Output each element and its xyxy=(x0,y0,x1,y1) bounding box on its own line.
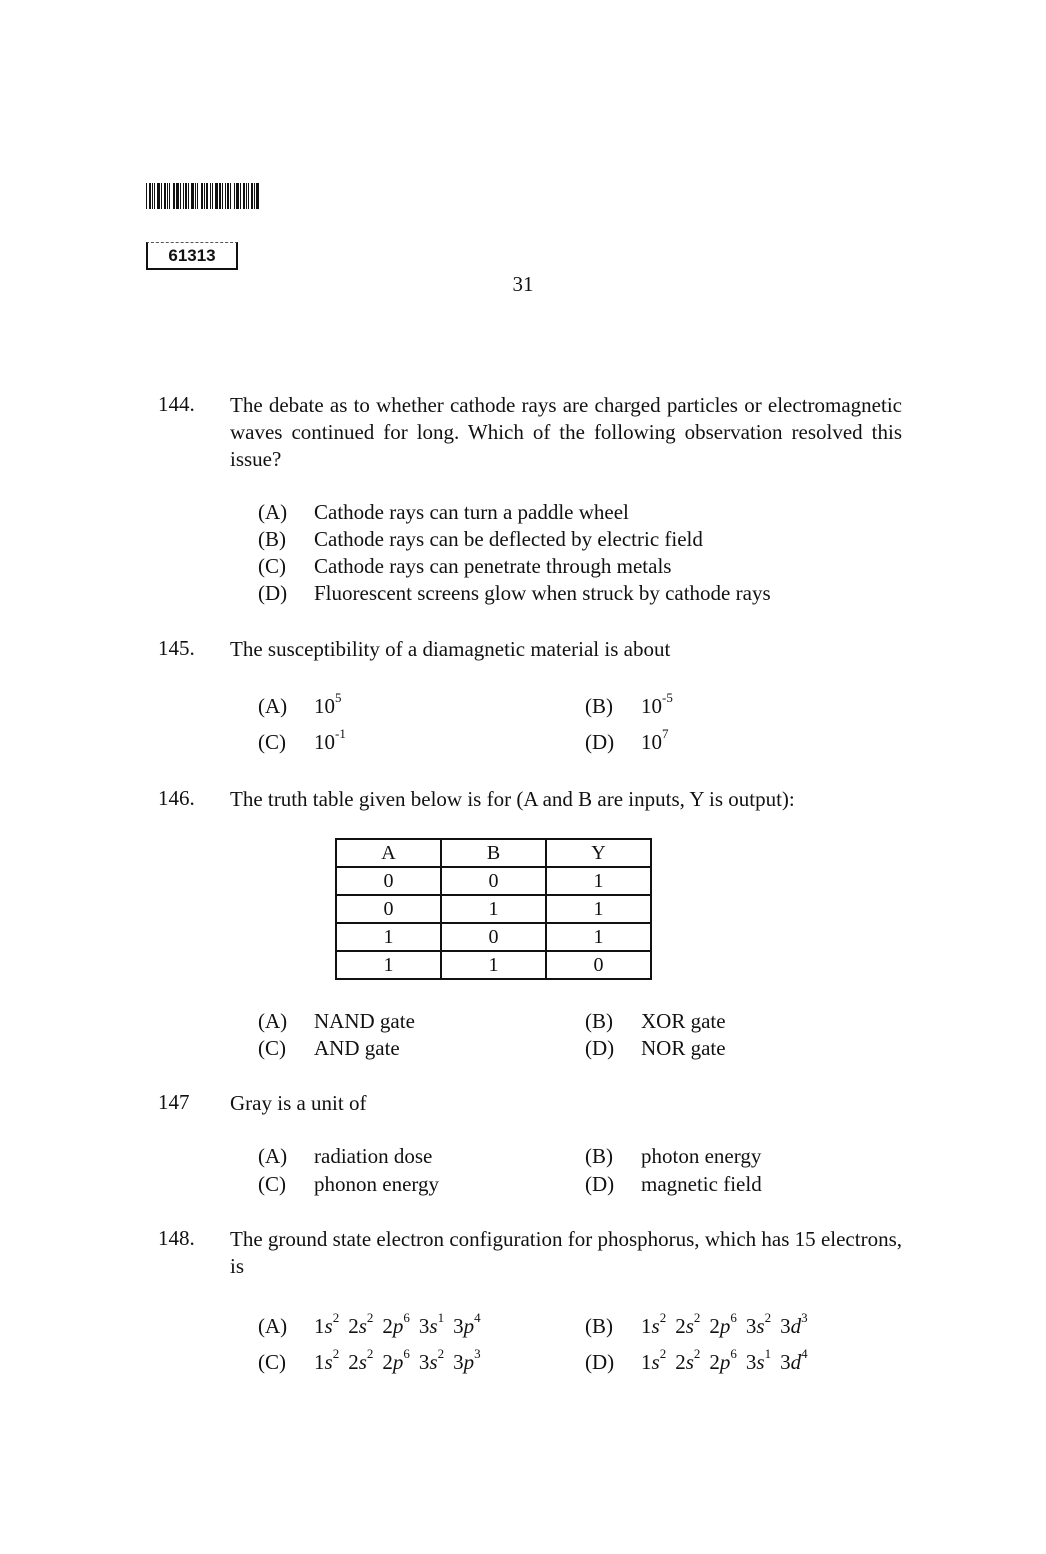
page-number: 31 xyxy=(512,272,534,296)
orbital-term: $3p^4$ xyxy=(453,1310,481,1338)
question-number: 146. xyxy=(158,786,195,810)
option-label: (C) xyxy=(258,1350,286,1374)
table-row xyxy=(336,895,651,923)
option-text: Cathode rays can turn a paddle wheel xyxy=(314,500,629,524)
option-base: 10 xyxy=(314,694,335,718)
option-label: (D) xyxy=(585,1036,615,1060)
orbital-term: $1s^2$ xyxy=(641,1310,667,1338)
paper-code-box: 61313 xyxy=(146,242,238,270)
question-stem: The ground state electron configuration for phosphorus, which has 15 electrons, is xyxy=(230,1227,902,1278)
option xyxy=(585,1144,761,1169)
truth-table xyxy=(335,838,652,980)
option-text: Cathode rays can be deflected by electric field xyxy=(314,527,703,551)
option-label: (C) xyxy=(258,1172,286,1196)
electron-configuration xyxy=(641,1346,808,1374)
question-stem: The susceptibility of a diamagnetic material is about xyxy=(230,637,671,661)
option-base: 10 xyxy=(641,694,662,718)
option-label: (B) xyxy=(585,1314,613,1338)
option-text: radiation dose xyxy=(314,1144,433,1168)
option-label: (A) xyxy=(258,1144,288,1168)
option-exponent: -5 xyxy=(662,690,673,705)
option xyxy=(258,554,671,579)
option xyxy=(258,690,342,719)
question-number: 148. xyxy=(158,1226,195,1250)
option-label: (D) xyxy=(585,1172,615,1196)
option-label: (A) xyxy=(258,500,288,524)
question-stem: The debate as to whether cathode rays are charged particles or electromagnetic waves continued for long. Which of the following observation resolved this issue? xyxy=(230,393,902,471)
table-cell: 0 xyxy=(336,867,441,895)
option-label: (D) xyxy=(258,581,288,605)
option xyxy=(585,1310,808,1339)
option-text: Cathode rays can penetrate through metals xyxy=(314,554,672,578)
table-row xyxy=(336,923,651,951)
orbital-term: $2p^6$ xyxy=(709,1346,737,1374)
option xyxy=(258,1036,400,1061)
option xyxy=(585,1346,808,1375)
table-cell: 1 xyxy=(336,951,441,979)
option-text: Fluorescent screens glow when struck by cathode rays xyxy=(314,581,771,605)
orbital-term: $3d^3$ xyxy=(780,1310,808,1338)
question-number: 147 xyxy=(158,1090,190,1114)
orbital-term: $2s^2$ xyxy=(675,1346,701,1374)
orbital-term: $3s^1$ xyxy=(418,1310,445,1338)
option-label: (A) xyxy=(258,1009,288,1033)
option-label: (D) xyxy=(585,1350,615,1374)
electron-configuration xyxy=(314,1346,481,1374)
option-text: NOR gate xyxy=(641,1036,726,1060)
table-row xyxy=(336,951,651,979)
option xyxy=(258,527,703,552)
option-exponent: 5 xyxy=(335,690,342,705)
option-label: (C) xyxy=(258,1036,286,1060)
option-label: (D) xyxy=(585,730,615,754)
option xyxy=(258,1310,481,1339)
table-header-cell: Y xyxy=(546,839,651,867)
orbital-term: $2s^2$ xyxy=(348,1346,374,1374)
option-text: XOR gate xyxy=(641,1009,726,1033)
option xyxy=(585,1172,762,1197)
table-cell: 1 xyxy=(546,867,651,895)
orbital-term: $1s^2$ xyxy=(314,1346,340,1374)
orbital-term: $3s^2$ xyxy=(745,1310,772,1338)
option xyxy=(258,500,629,525)
option xyxy=(585,1036,726,1061)
barcode xyxy=(146,183,288,209)
option-label: (A) xyxy=(258,694,288,718)
option-label: (B) xyxy=(585,694,613,718)
option-text: phonon energy xyxy=(314,1172,440,1196)
option-label: (C) xyxy=(258,554,286,578)
option-text: photon energy xyxy=(641,1144,762,1168)
table-cell: 1 xyxy=(336,923,441,951)
table-header-row xyxy=(336,839,651,867)
orbital-term: $2s^2$ xyxy=(348,1310,374,1338)
option-text: magnetic field xyxy=(641,1172,762,1196)
table-cell: 1 xyxy=(441,951,546,979)
table-header-cell: B xyxy=(441,839,546,867)
option xyxy=(258,726,346,755)
option-text: NAND gate xyxy=(314,1009,415,1033)
table-header-cell: A xyxy=(336,839,441,867)
option-label: (B) xyxy=(585,1144,613,1168)
option xyxy=(585,690,673,719)
option xyxy=(258,1346,481,1375)
orbital-term: $3s^1$ xyxy=(745,1346,772,1374)
table-cell: 0 xyxy=(441,923,546,951)
question-stem: The truth table given below is for (A and B are inputs, Y is output): xyxy=(230,787,795,811)
option-label: (C) xyxy=(258,730,286,754)
option xyxy=(258,1144,432,1169)
table-cell: 1 xyxy=(546,923,651,951)
orbital-term: $2s^2$ xyxy=(675,1310,701,1338)
orbital-term: $2p^6$ xyxy=(382,1310,410,1338)
option xyxy=(258,1172,439,1197)
option-exponent: -1 xyxy=(335,726,346,741)
orbital-term: $1s^2$ xyxy=(314,1310,340,1338)
option-text: AND gate xyxy=(314,1036,400,1060)
table-cell: 1 xyxy=(546,895,651,923)
orbital-term: $3s^2$ xyxy=(418,1346,445,1374)
table-cell: 1 xyxy=(441,895,546,923)
orbital-term: $2p^6$ xyxy=(709,1310,737,1338)
table-cell: 0 xyxy=(546,951,651,979)
electron-configuration xyxy=(641,1310,808,1338)
option-base: 10 xyxy=(641,730,662,754)
option xyxy=(258,1009,415,1034)
option-label: (B) xyxy=(258,527,286,551)
option-label: (A) xyxy=(258,1314,288,1338)
orbital-term: $2p^6$ xyxy=(382,1346,410,1374)
table-cell: 0 xyxy=(441,867,546,895)
question-stem: Gray is a unit of xyxy=(230,1091,367,1115)
option-exponent: 7 xyxy=(662,726,669,741)
option-label: (B) xyxy=(585,1009,613,1033)
question-number: 144. xyxy=(158,392,195,416)
electron-configuration xyxy=(314,1310,481,1338)
orbital-term: $1s^2$ xyxy=(641,1346,667,1374)
option xyxy=(258,581,771,606)
question-number: 145. xyxy=(158,636,195,660)
orbital-term: $3p^3$ xyxy=(453,1346,481,1374)
orbital-term: $3d^4$ xyxy=(780,1346,808,1374)
table-row xyxy=(336,867,651,895)
option xyxy=(585,726,669,755)
table-cell: 0 xyxy=(336,895,441,923)
option-base: 10 xyxy=(314,730,335,754)
option xyxy=(585,1009,726,1034)
